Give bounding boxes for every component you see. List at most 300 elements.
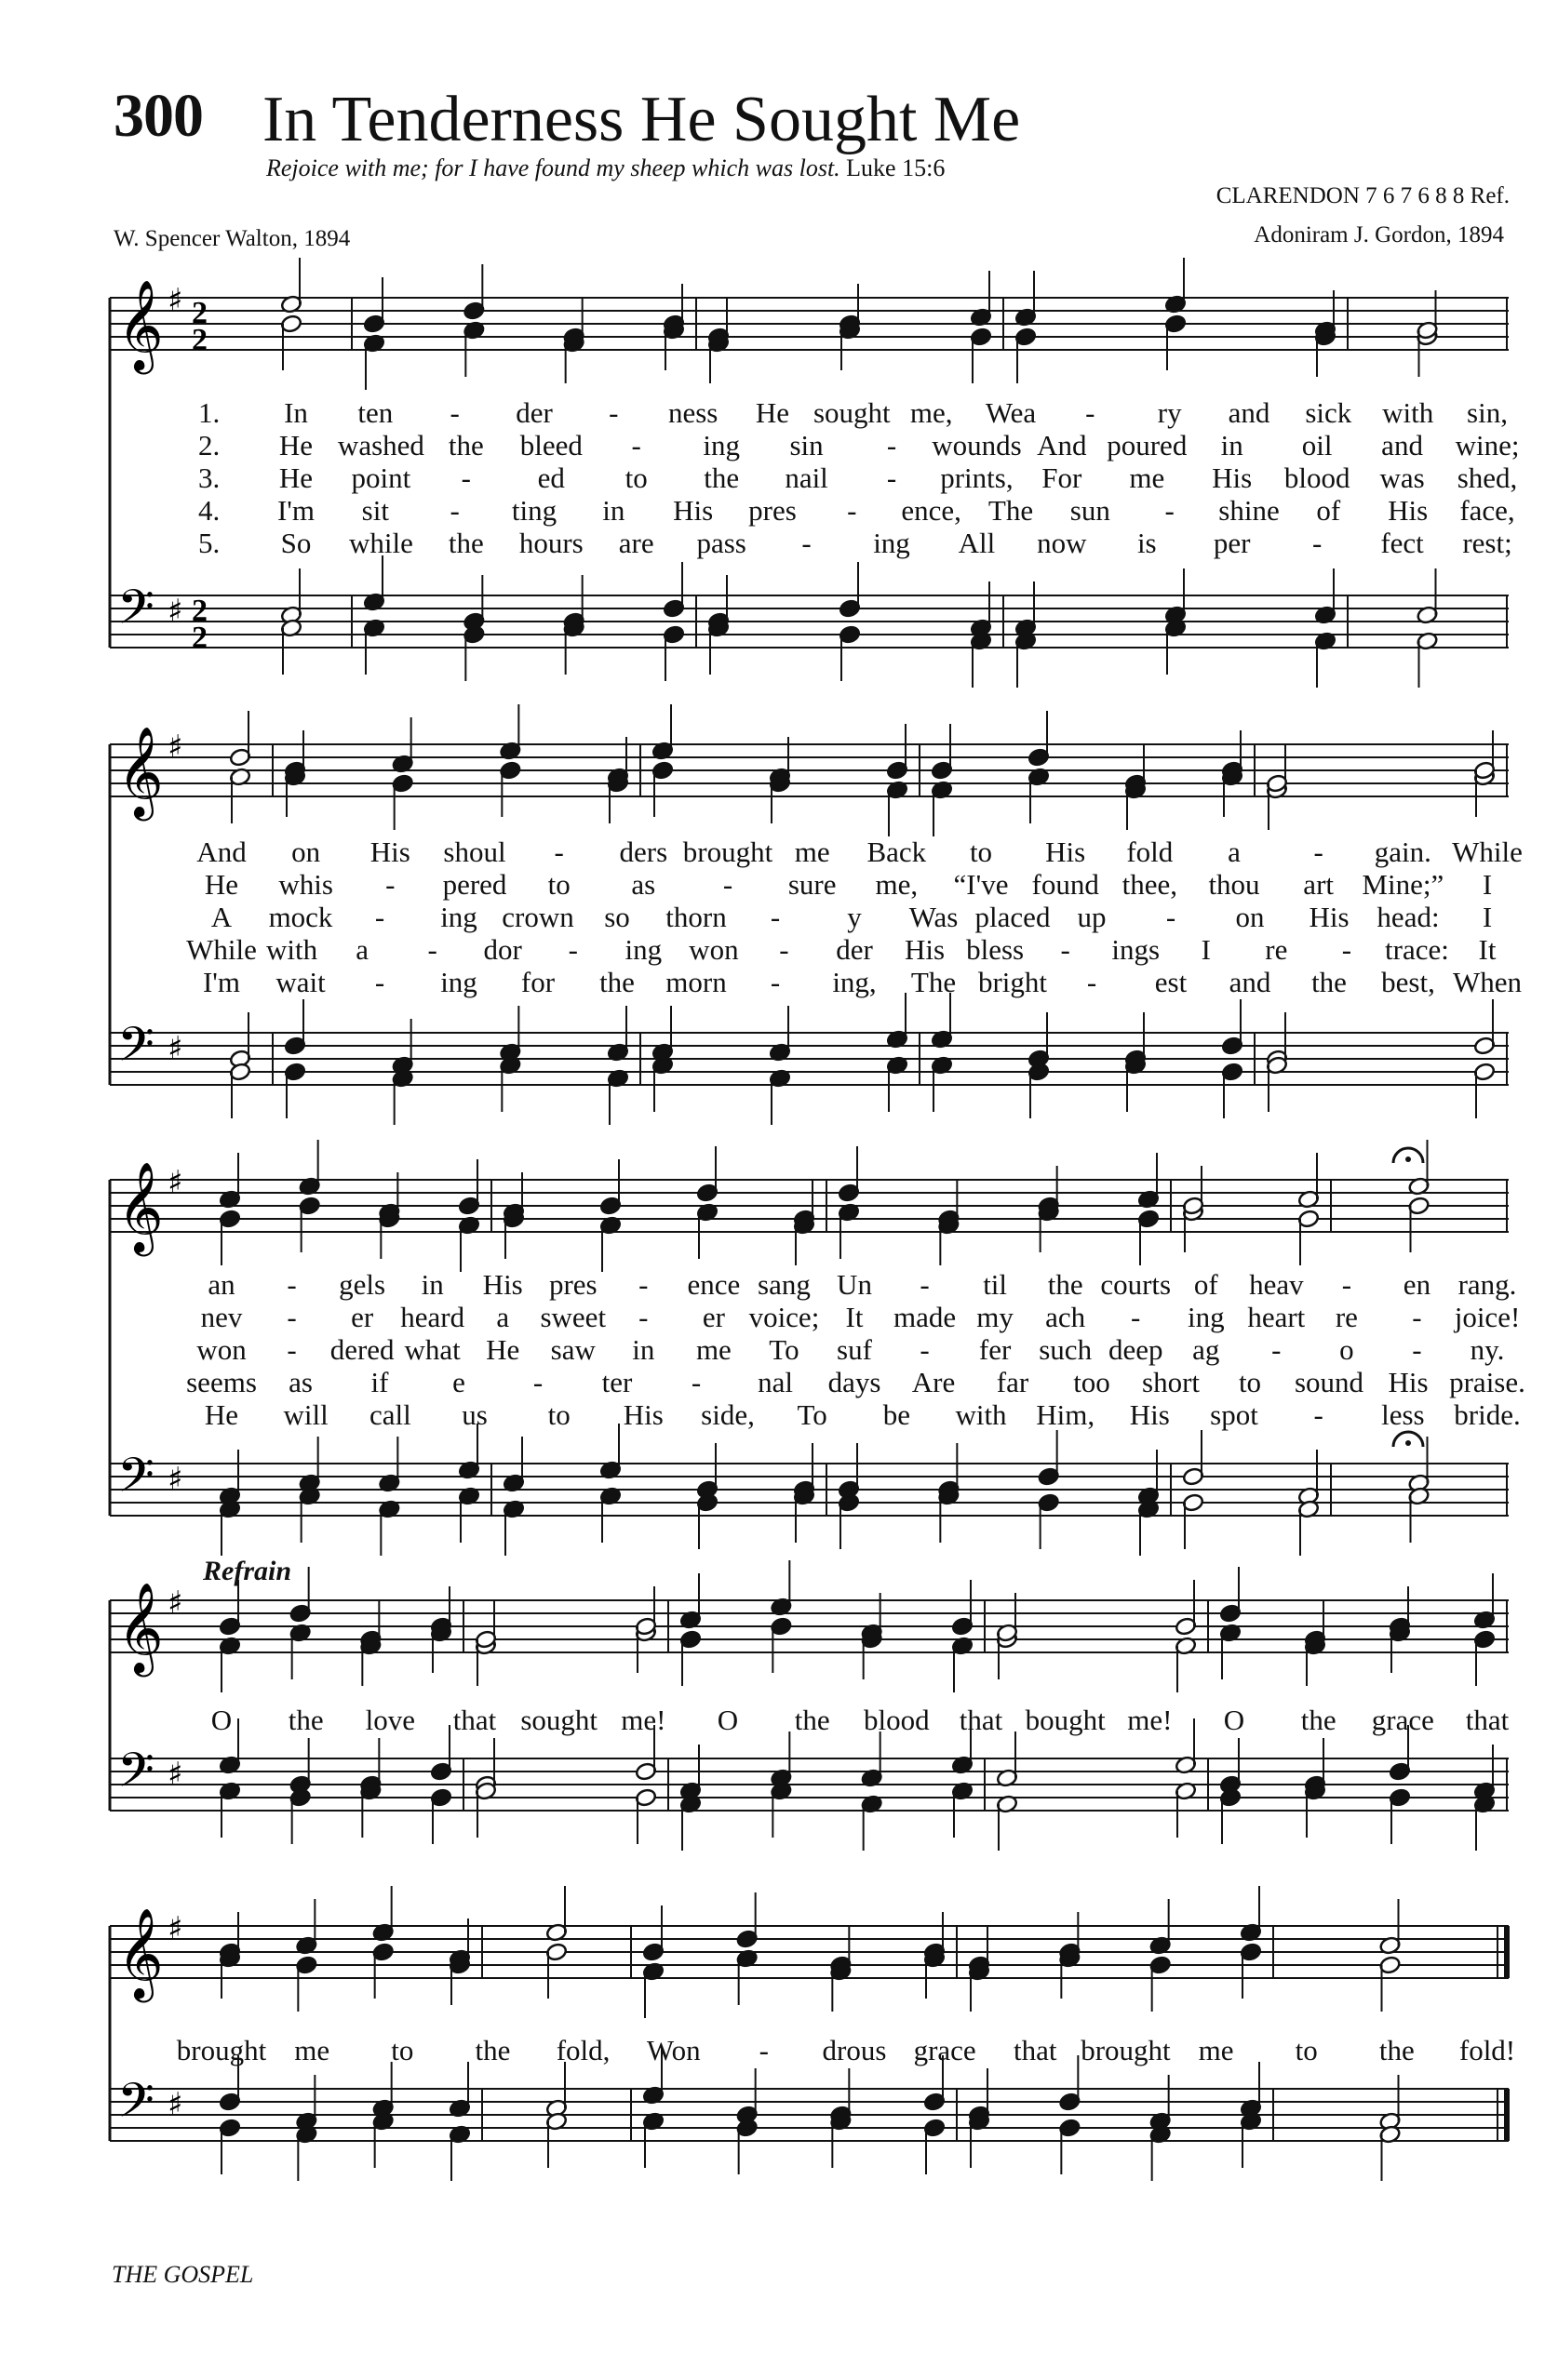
soprano-note [679, 1573, 702, 1629]
lyric-syllable: me! [621, 1704, 666, 1736]
tenor-note [499, 1006, 521, 1062]
verse-line-3 [110, 1335, 1509, 1367]
lyric-syllable: short [1142, 1366, 1200, 1398]
lyric-syllable: sun [1069, 494, 1110, 527]
bass-note [996, 1795, 1018, 1851]
alto-note [599, 1216, 622, 1272]
bass-note [1027, 1063, 1050, 1118]
lyric-syllable: the [1300, 1704, 1336, 1736]
soprano-note [229, 711, 251, 767]
lyric-syllable: that [452, 1704, 497, 1736]
lyric-syllable: was [1379, 461, 1425, 494]
lyric-syllable: - [1341, 1268, 1352, 1301]
lyric-syllable: my [976, 1301, 1014, 1333]
tenor-note [599, 1424, 622, 1479]
alto-note [219, 1210, 241, 1265]
lyric-syllable: - [287, 1301, 297, 1333]
lyric-syllable: His [1388, 1366, 1429, 1398]
lyric-syllable: - [1412, 1301, 1422, 1333]
lyric-syllable: - [638, 1268, 649, 1301]
lyric-syllable: morn [665, 966, 727, 998]
music-system-2 [110, 707, 1523, 1126]
lyric-syllable: shed, [1457, 461, 1518, 494]
bass-note [1137, 1500, 1160, 1556]
lyric-syllable: pres [548, 1268, 598, 1301]
lyric-syllable: - [638, 1301, 649, 1333]
lyric-syllable: - [886, 429, 897, 461]
lyric-syllable: sin [789, 429, 824, 461]
lyric-syllable: - [287, 1268, 297, 1301]
lyric-syllable: is [1136, 527, 1157, 559]
lyric-syllable: gain. [1374, 836, 1431, 868]
bass-clef: 𝄢 [117, 579, 154, 647]
alto-note [968, 1956, 990, 2012]
bass-note [1240, 2112, 1262, 2168]
lyric-syllable: if [370, 1366, 389, 1398]
lyric-syllable: less [1381, 1398, 1425, 1431]
bass-note [392, 1069, 414, 1125]
lyric-syllable: - [1085, 396, 1095, 429]
soprano-note [295, 1899, 317, 1955]
alto-note [280, 314, 302, 370]
lyric-syllable: bright [977, 966, 1048, 998]
verse-line-1 [110, 398, 1509, 430]
lyric-syllable: in [602, 494, 625, 527]
lyric-syllable: O [210, 1704, 233, 1736]
soprano-note [970, 271, 992, 327]
lyric-syllable: His [1045, 836, 1086, 868]
lyric-syllable: the [288, 1704, 324, 1736]
lyric-syllable: a [1228, 836, 1241, 868]
tenor-note [458, 1424, 480, 1479]
bass-note [295, 2125, 317, 2181]
scripture-text: Rejoice with me; for I have found my sheep which was lost. [266, 154, 840, 181]
lyric-syllable: His [673, 494, 714, 527]
lyric-syllable: ting [511, 494, 557, 527]
lyric-syllable: the [704, 461, 740, 494]
lyric-syllable: shoul [443, 836, 506, 868]
lyric-syllable: So [280, 527, 312, 559]
treble-staff [110, 298, 1509, 350]
lyric-syllable: mock [268, 901, 333, 933]
bass-note [696, 1493, 719, 1549]
lyric-syllable: won [689, 933, 739, 966]
bass-note [1164, 619, 1187, 675]
bass-note [1417, 632, 1439, 688]
alto-note [563, 328, 585, 383]
lyric-syllable: the [475, 2034, 511, 2066]
lyric-syllable: wait [275, 966, 326, 998]
lyric-syllable: head: [1377, 901, 1440, 933]
lyric-syllable: will [283, 1398, 329, 1431]
lyric-syllable: what [404, 1333, 461, 1366]
lyric-syllable: days [827, 1366, 881, 1398]
lyric-syllable: sound [1294, 1366, 1364, 1398]
lyric-syllable: sang [758, 1268, 811, 1301]
lyric-syllable: thee, [1121, 868, 1178, 901]
tenor-note [289, 1738, 312, 1794]
lyric-syllable: I [1482, 868, 1493, 901]
time-signature [192, 594, 208, 655]
tenor-note [931, 993, 953, 1049]
tenor-note [219, 1450, 241, 1505]
lyric-syllable: a [496, 1301, 510, 1333]
alto-note [642, 1962, 665, 2018]
lyric-syllable: Him, [1036, 1398, 1095, 1431]
soprano-note [392, 717, 414, 773]
soprano-note [1137, 1153, 1160, 1209]
bass-note [599, 1487, 622, 1543]
bass-note [663, 625, 685, 681]
lyric-syllable: re [1265, 933, 1288, 966]
lyric-syllable: to [1238, 1366, 1262, 1398]
soprano-note [1240, 1886, 1262, 1942]
bass-note [707, 619, 730, 675]
lyric-syllable: He [278, 461, 314, 494]
lyric-syllable: face, [1459, 494, 1515, 527]
lyric-syllable: ag [1192, 1333, 1220, 1366]
lyric-syllable: the [794, 1704, 830, 1736]
lyric-syllable: thou [1208, 868, 1260, 901]
tenor-note [839, 562, 861, 618]
key-signature-sharp: ♯ [168, 1461, 183, 1498]
bass-note [769, 1069, 791, 1125]
lyric-syllable: me, [909, 396, 953, 429]
bass-note [679, 1795, 702, 1851]
lyric-syllable: I [1201, 933, 1211, 966]
lyric-syllable: hours [518, 527, 584, 559]
bass-note [372, 2112, 395, 2168]
lyric-syllable: love [365, 1704, 416, 1736]
lyric-syllable: The [987, 494, 1034, 527]
bass-note [463, 625, 485, 681]
alto-note [769, 768, 791, 823]
lyric-syllable: o [1339, 1333, 1354, 1366]
lyric-syllable: with [265, 933, 318, 966]
verse-number: 5. [198, 527, 221, 559]
lyric-syllable: When [1452, 966, 1523, 998]
treble-clef: 𝄞 [117, 1907, 164, 1999]
lyric-syllable: call [369, 1398, 411, 1431]
alto-note [635, 1617, 657, 1673]
lyric-syllable: sought [520, 1704, 598, 1736]
tenor-note [392, 1019, 414, 1075]
lyric-syllable: - [801, 527, 812, 559]
soprano-note [886, 724, 908, 780]
alto-note [372, 1943, 395, 1999]
lyric-syllable: spot [1210, 1398, 1258, 1431]
lyric-syllable: en [1403, 1268, 1431, 1301]
tenor-note [545, 2062, 568, 2118]
bass-staff [110, 1758, 1509, 1811]
lyric-syllable: ter [601, 1366, 633, 1398]
lyric-syllable: ence, [901, 494, 961, 527]
alto-note [951, 1637, 974, 1692]
tenor-note [295, 2075, 317, 2131]
verse-line-4 [110, 1366, 1525, 1399]
tenor-note [770, 1732, 792, 1787]
lyric-syllable: For [1041, 461, 1082, 494]
lyric-syllable: while [348, 527, 413, 559]
alto-note [923, 1943, 946, 1999]
verse-number: 3. [198, 461, 221, 494]
lyric-syllable: - [631, 429, 641, 461]
bass-clef: 𝄢 [117, 2072, 154, 2140]
tenor-note [1137, 1450, 1160, 1505]
lyric-syllable: nal [758, 1366, 793, 1398]
lyric-syllable: - [1086, 966, 1097, 998]
lyric-syllable: bought [1025, 1704, 1106, 1736]
key-signature-sharp: ♯ [168, 729, 183, 766]
lyric-syllable: as [289, 1366, 313, 1398]
bass-note [651, 1056, 674, 1112]
bass-note [607, 1069, 629, 1125]
bass-note [363, 619, 385, 675]
lyric-syllable: with [955, 1398, 1007, 1431]
lyric-syllable: - [691, 1366, 702, 1398]
bass-note [838, 1493, 860, 1549]
tenor-note [372, 2062, 395, 2118]
tenor-note [503, 1437, 525, 1492]
alto-note [679, 1630, 702, 1686]
verse-line-2 [110, 870, 1509, 902]
soprano-note [651, 704, 674, 760]
lyric-syllable: of [1193, 1268, 1218, 1301]
lyric-syllable: me [294, 2034, 330, 2066]
verse-line-3 [110, 461, 1518, 495]
lyric-syllable: for [520, 966, 556, 998]
lyric-syllable: It [845, 1301, 864, 1333]
lyric-syllable: sin, [1467, 396, 1508, 429]
lyric-syllable: - [1164, 494, 1175, 527]
lyric-syllable: made [893, 1301, 957, 1333]
tenor-note [663, 562, 685, 618]
lyric-syllable: sick [1305, 396, 1352, 429]
bass-note [886, 1056, 908, 1112]
lyric-syllable: sit [361, 494, 389, 527]
alto-note [219, 1943, 241, 1999]
lyric-syllable: fer [978, 1333, 1012, 1366]
tenor-note [1408, 1437, 1430, 1492]
soprano-note [1175, 1580, 1197, 1636]
lyric-syllable: His [1309, 901, 1350, 933]
music-system-5 [110, 1889, 1516, 2182]
tenor-note [736, 2068, 759, 2124]
lyric-syllable: trace: [1385, 933, 1449, 966]
tenor-note [1164, 568, 1187, 624]
lyric-syllable: nail [785, 461, 828, 494]
lyric-syllable: to [625, 461, 648, 494]
alto-note [475, 1630, 497, 1686]
alto-note [886, 781, 908, 836]
alto-note [499, 761, 521, 817]
lyric-syllable: Un [837, 1268, 872, 1301]
treble-staff [110, 1926, 1509, 1978]
tenor-note [1240, 2062, 1262, 2118]
lyric-syllable: the [1378, 2034, 1415, 2066]
lyric-syllable: brought [1081, 2034, 1171, 2066]
lyric-syllable: gels [339, 1268, 386, 1301]
verse-line-5 [110, 527, 1512, 560]
bass-note [635, 1788, 657, 1844]
bass-note [1379, 2125, 1402, 2181]
lyric-syllable: and [1229, 966, 1271, 998]
lyric-syllable: ders [619, 836, 668, 868]
alto-note [970, 328, 992, 383]
lyric-syllable: ing [440, 901, 477, 933]
lyric-syllable: - [759, 2034, 770, 2066]
lyric-syllable: Back [866, 836, 927, 868]
lyric-syllable: far [996, 1366, 1029, 1398]
soprano-note [599, 1159, 622, 1215]
soprano-note [499, 704, 521, 760]
lyric-syllable: fold [1126, 836, 1174, 868]
music-system-4 [110, 1556, 1510, 1852]
alto-note [839, 314, 861, 370]
lyric-syllable: bleed [519, 429, 583, 461]
lyric-syllable: er [351, 1301, 374, 1333]
lyric-syllable: - [1311, 527, 1323, 559]
lyric-syllable: ing [703, 429, 740, 461]
bass-note [219, 1500, 241, 1556]
soprano-note [736, 1892, 759, 1948]
lyric-syllable: - [1060, 933, 1070, 966]
lyric-syllable: be [882, 1398, 910, 1431]
bass-note [1058, 2119, 1081, 2174]
lyric-syllable: whis [278, 868, 333, 901]
lyric-syllable: and [1381, 429, 1423, 461]
lyric-syllable: dered [329, 1333, 395, 1366]
alto-note [1038, 1197, 1060, 1252]
lyric-syllable: such [1039, 1333, 1093, 1366]
soprano-note [951, 1580, 974, 1636]
alto-note [463, 321, 485, 377]
alto-note [1304, 1630, 1326, 1686]
lyric-syllable: His [623, 1398, 664, 1431]
lyric-syllable: ing [440, 966, 477, 998]
bass-clef: 𝄢 [117, 1447, 154, 1515]
lyric-syllable: on [1235, 901, 1265, 933]
lyric-syllable: Mine;” [1362, 868, 1444, 901]
alto-note [1137, 1210, 1160, 1265]
lyric-syllable: His [1129, 1398, 1170, 1431]
lyric-syllable: sure [787, 868, 837, 901]
lyric-syllable: blood [864, 1704, 930, 1736]
verse-line-1 [110, 1705, 1509, 1737]
soprano-note [1149, 1899, 1172, 1955]
lyric-syllable: - [1412, 1333, 1422, 1366]
svg-text:2: 2 [192, 323, 208, 357]
verse-line-2 [110, 429, 1520, 462]
bass-note [1473, 1063, 1496, 1118]
lyric-syllable: And [1037, 429, 1087, 461]
soprano-note [696, 1146, 719, 1202]
lyric-syllable: the [599, 966, 635, 998]
lyric-syllable: on [291, 836, 321, 868]
lyric-syllable: blood [1283, 461, 1350, 494]
lyric-syllable: His [1388, 494, 1429, 527]
lyric-syllable: the [1311, 966, 1347, 998]
bass-clef: 𝄢 [117, 1742, 154, 1810]
lyric-syllable: - [920, 1333, 930, 1366]
alto-note [219, 1637, 241, 1692]
bass-clef: 𝄢 [117, 1016, 154, 1084]
lyric-syllable: that [959, 1704, 1003, 1736]
alto-note [931, 781, 953, 836]
tenor-note [838, 1443, 860, 1499]
alto-note [1164, 314, 1187, 370]
tenor-note [1221, 999, 1243, 1055]
lyric-syllable: pered [442, 868, 507, 901]
lyric-syllable: thorn [665, 901, 727, 933]
tenor-note [996, 1732, 1018, 1787]
lyric-syllable: His [369, 836, 410, 868]
alto-note [829, 1956, 852, 2012]
lyric-syllable: to [1295, 2034, 1318, 2066]
key-signature-sharp: ♯ [168, 1030, 183, 1067]
lyric-syllable: - [609, 396, 619, 429]
lyric-syllable: the [448, 429, 484, 461]
lyric-syllable: ing, [832, 966, 877, 998]
lyric-syllable: ten [357, 396, 394, 429]
alto-note [284, 761, 306, 817]
refrain-label: Refrain [203, 1556, 292, 1586]
tenor-note [229, 1012, 251, 1068]
lyric-syllable: - [1271, 1333, 1282, 1366]
tenor-note [970, 582, 992, 637]
lyric-syllable: der [836, 933, 873, 966]
lyric-syllable: ed [537, 461, 565, 494]
lyric-syllable: pres [748, 494, 797, 527]
lyric-syllable: poured [1107, 429, 1188, 461]
lyric-syllable: sweet [540, 1301, 607, 1333]
lyric-syllable: He [278, 429, 314, 461]
lyric-syllable: to [391, 2034, 414, 2066]
lyric-syllable: All [958, 527, 996, 559]
scripture-reference: Luke 15:6 [846, 154, 946, 181]
lyric-syllable: too [1073, 1366, 1110, 1398]
lyric-syllable: with [1382, 396, 1434, 429]
bass-note [299, 1487, 321, 1543]
lyric-syllable: drous [822, 2034, 887, 2066]
bass-note [951, 1782, 974, 1838]
verse-line-1 [110, 1268, 1517, 1302]
bass-note [219, 2119, 241, 2174]
lyric-syllable: so [604, 901, 630, 933]
lyric-syllable: to [547, 1398, 571, 1431]
alto-note [1219, 1624, 1242, 1679]
lyric-syllable: He [755, 396, 790, 429]
lyric-syllable: an [208, 1268, 235, 1301]
lyric-syllable: best, [1381, 966, 1435, 998]
key-signature-sharp: ♯ [168, 1910, 183, 1947]
lyric-syllable: While [186, 933, 257, 966]
lyric-syllable: - [770, 901, 781, 933]
lyric-syllable: now [1037, 527, 1087, 559]
soprano-note [219, 1580, 241, 1636]
lyric-syllable: - [779, 933, 789, 966]
alto-note [289, 1624, 312, 1679]
lyric-syllable: ence [687, 1268, 741, 1301]
tenor-note [651, 1006, 674, 1062]
verse-line-2 [110, 1301, 1521, 1334]
lyric-syllable: grace [1371, 1704, 1434, 1736]
alto-note [1149, 1956, 1172, 2012]
lyric-syllable: To [769, 1333, 799, 1366]
time-signature [192, 296, 208, 357]
alto-note [1389, 1617, 1411, 1673]
lyric-syllable: ings [1111, 933, 1161, 966]
